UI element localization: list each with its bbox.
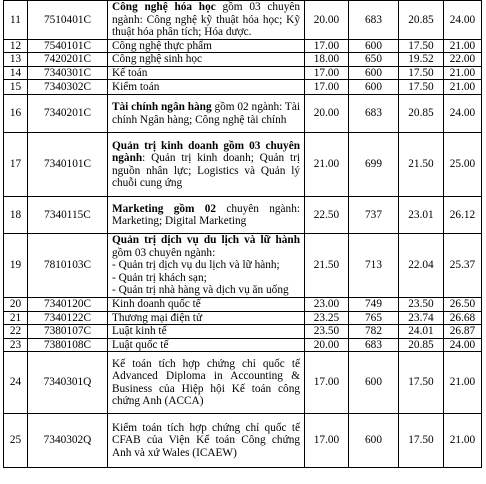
- major-name-text: gồm 03 chuyên ngành:: [112, 246, 216, 259]
- score-cell-2: 749: [349, 298, 399, 312]
- major-name-cell: [108, 298, 305, 312]
- score-cell-1: 23.25: [305, 311, 349, 325]
- table-row: [4, 39, 482, 53]
- score-cell-3: 17.50: [399, 39, 444, 53]
- major-name-text: gồm 03 chuyên ngành: Công nghệ kỹ thuật hóa học; Kỹ thuật hóa phân tích; Hóa dược.: [112, 1, 300, 38]
- score-cell-3: 20.85: [399, 95, 444, 133]
- major-name-bold: Tài chính ngân hàng: [112, 101, 212, 113]
- score-cell-3: 24.01: [399, 325, 444, 339]
- score-cell-3: 23.74: [399, 311, 444, 325]
- score-cell-4: 26.12: [444, 197, 482, 234]
- score-cell-4: 26.87: [444, 325, 482, 339]
- major-name-text: Luật kinh tế: [112, 325, 167, 337]
- major-name-text: Thương mại điện tử: [112, 311, 203, 324]
- table-row: [4, 338, 482, 352]
- score-cell-2: 600: [349, 39, 399, 53]
- major-name-text: Kinh doanh quốc tế: [112, 298, 201, 310]
- major-name-text: : Quản trị kinh doanh; Quản trị nguồn nhân lực; Logistics và Quản lý chuỗi cung ứng: [112, 152, 300, 189]
- score-cell-1: 22.50: [305, 197, 349, 234]
- row-number-cell: 11: [4, 1, 28, 40]
- major-name-cell: [108, 133, 305, 197]
- score-cell-3: 22.04: [399, 234, 444, 298]
- score-cell-4: 21.00: [444, 414, 482, 468]
- row-number-cell: 15: [4, 80, 28, 95]
- score-cell-4: 21.00: [444, 66, 482, 80]
- score-cell-2: 737: [349, 197, 399, 234]
- major-name-cell: [108, 338, 305, 352]
- major-code-cell: 7340120C: [28, 298, 108, 312]
- major-code-cell: 7340301Q: [28, 352, 108, 414]
- score-cell-1: 18.00: [305, 53, 349, 67]
- score-cell-2: 600: [349, 80, 399, 95]
- major-name-text: Kế toán: [112, 66, 148, 79]
- score-cell-2: 713: [349, 234, 399, 298]
- table-row: [4, 53, 482, 67]
- major-name-bold: Công nghệ hóa học: [112, 1, 216, 13]
- major-code-cell: 7510401C: [28, 1, 108, 40]
- score-cell-1: 23.00: [305, 298, 349, 312]
- table-row: [4, 311, 482, 325]
- score-cell-2: 600: [349, 414, 399, 468]
- major-code-cell: 7340301C: [28, 66, 108, 80]
- major-code-cell: 7380107C: [28, 325, 108, 339]
- specialization-item: - Quản trị nhà hàng và dịch vụ ăn uống: [112, 284, 289, 297]
- major-name-cell: [108, 352, 305, 414]
- score-cell-2: 650: [349, 53, 399, 67]
- major-name-text: Luật quốc tế: [112, 338, 169, 351]
- major-code-cell: 7340302C: [28, 80, 108, 95]
- score-cell-3: 17.50: [399, 66, 444, 80]
- major-name-text: Kiểm toán: [112, 80, 160, 93]
- table-row: [4, 133, 482, 197]
- major-name-text: Kiểm toán tích hợp chứng chỉ quốc tế CFAB của Viện Kế toán Công chứng Anh và xứ Wales (ICAEW): [112, 421, 300, 459]
- score-cell-1: 21.00: [305, 133, 349, 197]
- major-name-bold: Marketing gồm 02: [112, 202, 217, 215]
- major-name-cell: [108, 414, 305, 468]
- major-name-cell: [108, 197, 305, 234]
- major-name-text: Công nghệ thực phẩm: [112, 39, 212, 52]
- major-name-bold: Quản trị kinh doanh gồm 03 chuyên ngành: [112, 139, 300, 164]
- table-body: [4, 1, 482, 468]
- row-number-cell: 25: [4, 414, 28, 468]
- major-name-cell: [108, 80, 305, 95]
- row-number-cell: 12: [4, 39, 28, 53]
- score-cell-2: 600: [349, 352, 399, 414]
- score-cell-3: 20.85: [399, 1, 444, 40]
- major-name-text: Công nghệ sinh học: [112, 53, 203, 65]
- major-code-cell: 7340115C: [28, 197, 108, 234]
- major-name-text: gồm 02 ngành: Tài chính Ngân hàng; Công nghệ tài chính: [112, 101, 300, 126]
- major-code-cell: 7340201C: [28, 95, 108, 133]
- major-name-cell: [108, 325, 305, 339]
- table-row: [4, 197, 482, 234]
- row-number-cell: 23: [4, 338, 28, 352]
- score-cell-4: 21.00: [444, 80, 482, 95]
- score-cell-1: 21.50: [305, 234, 349, 298]
- table-row: [4, 95, 482, 133]
- score-cell-2: 683: [349, 338, 399, 352]
- table-row: [4, 352, 482, 414]
- major-code-cell: 7380108C: [28, 338, 108, 352]
- score-cell-1: 20.00: [305, 1, 349, 40]
- row-number-cell: 17: [4, 133, 28, 197]
- row-number-cell: 16: [4, 95, 28, 133]
- table-row: [4, 234, 482, 298]
- specialization-item: - Quản trị dịch vụ du lịch và lữ hành;: [112, 259, 280, 272]
- score-cell-3: 23.50: [399, 298, 444, 312]
- major-code-cell: 7540101C: [28, 39, 108, 53]
- score-cell-3: 19.52: [399, 53, 444, 67]
- table-row: [4, 66, 482, 80]
- score-cell-3: 17.50: [399, 414, 444, 468]
- major-code-cell: 7810103C: [28, 234, 108, 298]
- admission-scores-table: [3, 0, 482, 468]
- score-cell-4: 24.00: [444, 338, 482, 352]
- specialization-item: - Quản trị khách sạn;: [112, 271, 207, 284]
- major-code-cell: 7420201C: [28, 53, 108, 67]
- major-name-bold: Quản trị dịch vụ du lịch và lữ hành: [112, 234, 300, 247]
- score-cell-4: 26.50: [444, 298, 482, 312]
- score-cell-4: 26.68: [444, 311, 482, 325]
- row-number-cell: 18: [4, 197, 28, 234]
- score-cell-3: 17.50: [399, 80, 444, 95]
- row-number-cell: 20: [4, 298, 28, 312]
- score-cell-2: 683: [349, 1, 399, 40]
- table-row: [4, 298, 482, 312]
- major-code-cell: 7340122C: [28, 311, 108, 325]
- major-name-cell: [108, 53, 305, 67]
- score-cell-3: 21.50: [399, 133, 444, 197]
- score-cell-4: 24.00: [444, 1, 482, 40]
- major-name-cell: [108, 311, 305, 325]
- score-cell-2: 782: [349, 325, 399, 339]
- score-cell-1: 17.00: [305, 414, 349, 468]
- score-cell-2: 699: [349, 133, 399, 197]
- major-name-cell: [108, 95, 305, 133]
- table-row: [4, 414, 482, 468]
- score-cell-4: 25.37: [444, 234, 482, 298]
- score-cell-1: 17.00: [305, 352, 349, 414]
- major-name-cell: [108, 66, 305, 80]
- score-cell-3: 20.85: [399, 338, 444, 352]
- score-cell-4: 24.00: [444, 95, 482, 133]
- row-number-cell: 14: [4, 66, 28, 80]
- score-cell-1: 17.00: [305, 80, 349, 95]
- major-name-text: Kế toán tích hợp chứng chỉ quốc tế Advanced Diploma in Accounting & Business của Hiệp hội Kế toán công chứng Anh (ACCA): [112, 357, 300, 407]
- row-number-cell: 19: [4, 234, 28, 298]
- score-cell-2: 683: [349, 95, 399, 133]
- major-name-cell: [108, 39, 305, 53]
- table-row: [4, 80, 482, 95]
- major-code-cell: 7340302Q: [28, 414, 108, 468]
- score-cell-1: 23.50: [305, 325, 349, 339]
- table-row: [4, 1, 482, 40]
- score-cell-4: 21.00: [444, 352, 482, 414]
- score-cell-4: 21.00: [444, 39, 482, 53]
- major-name-cell: [108, 1, 305, 40]
- row-number-cell: 24: [4, 352, 28, 414]
- score-cell-4: 22.00: [444, 53, 482, 67]
- score-cell-2: 765: [349, 311, 399, 325]
- score-cell-1: 20.00: [305, 338, 349, 352]
- score-cell-1: 20.00: [305, 95, 349, 133]
- row-number-cell: 13: [4, 53, 28, 67]
- row-number-cell: 22: [4, 325, 28, 339]
- score-cell-1: 17.00: [305, 39, 349, 53]
- score-cell-3: 17.50: [399, 352, 444, 414]
- major-name-cell: [108, 234, 305, 298]
- score-cell-2: 600: [349, 66, 399, 80]
- row-number-cell: 21: [4, 311, 28, 325]
- major-name-text: chuyên ngành: Marketing; Digital Marketing: [112, 202, 300, 227]
- score-cell-4: 25.00: [444, 133, 482, 197]
- major-code-cell: 7340101C: [28, 133, 108, 197]
- score-cell-1: 17.00: [305, 66, 349, 80]
- table-row: [4, 325, 482, 339]
- score-cell-3: 23.01: [399, 197, 444, 234]
